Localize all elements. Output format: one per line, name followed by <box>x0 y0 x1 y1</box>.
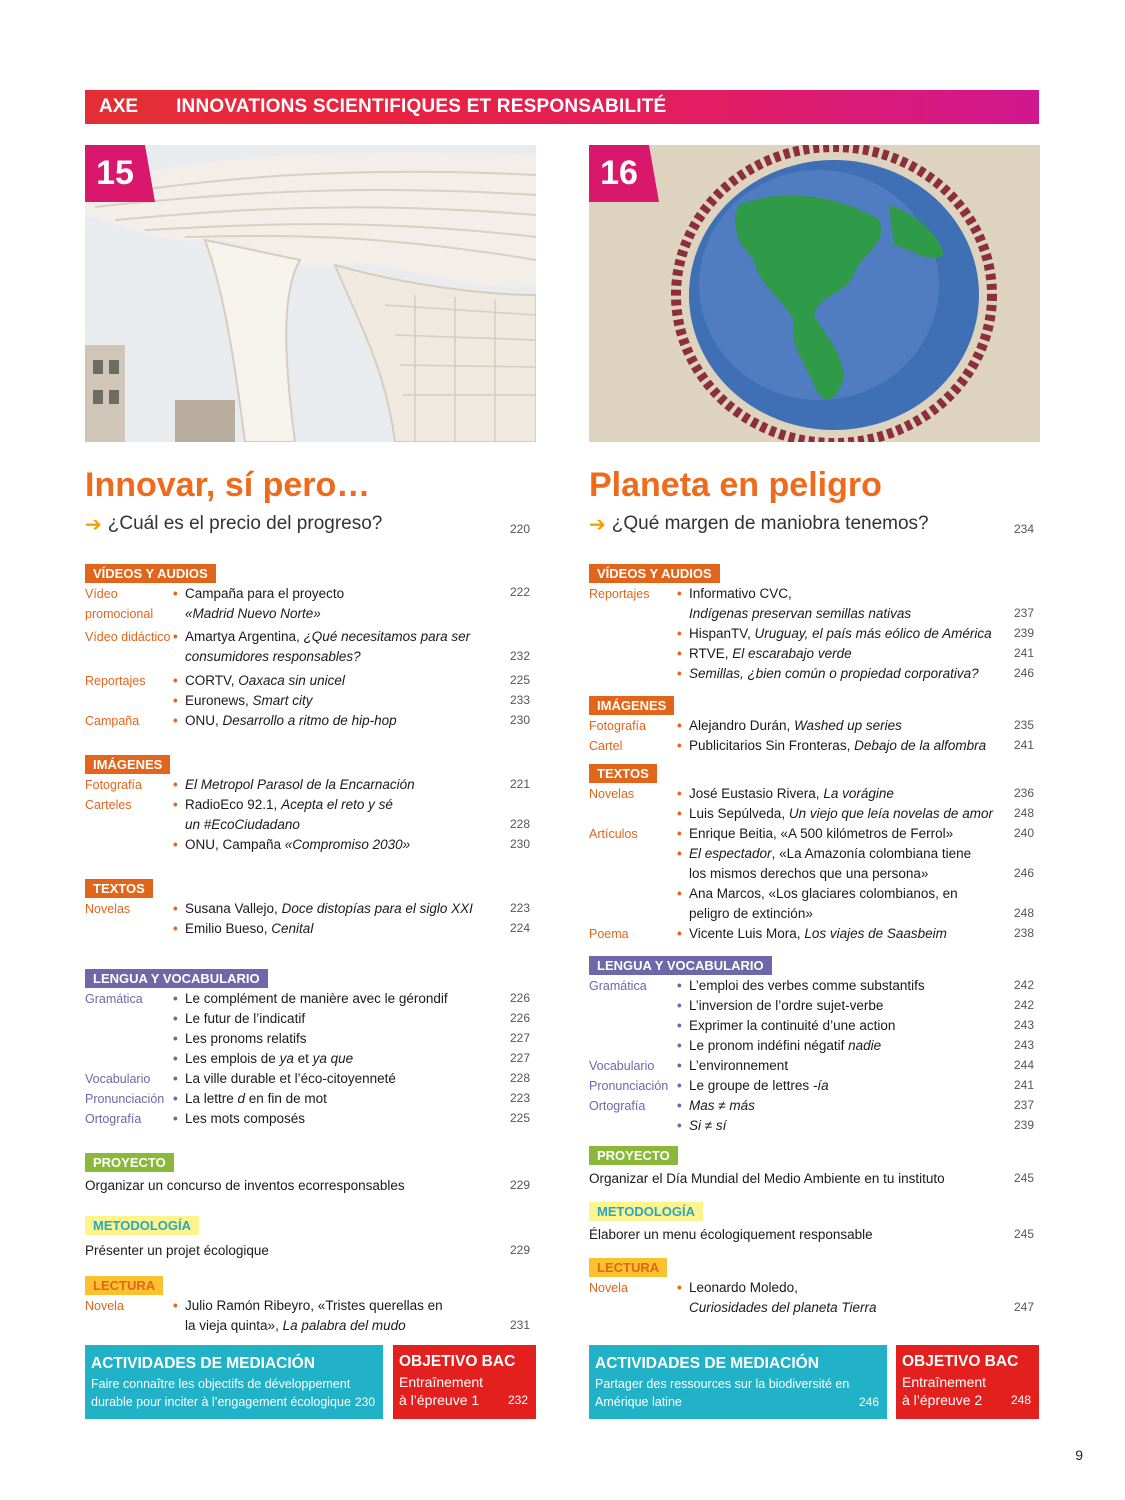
list-item[interactable]: • Le futur de l’indicatif 226 <box>85 1009 536 1029</box>
list-item[interactable]: • L’inversion de l’ordre sujet-verbe 242 <box>589 996 1040 1016</box>
chapter-16-photo <box>589 145 1040 442</box>
section-videos-label: VÍDEOS Y AUDIOS <box>589 564 720 583</box>
page-number: 9 <box>1075 1447 1083 1463</box>
section-lectura-label: LECTURA <box>589 1258 667 1277</box>
arrow-right-icon: ➔ <box>589 513 606 536</box>
section-metodologia-label: METODOLOGÍA <box>85 1216 199 1235</box>
list-item[interactable]: Fotografía • El Metropol Parasol de la Encarnación 221 <box>85 775 536 795</box>
bullet-icon: • <box>677 1078 682 1093</box>
bullet-icon: • <box>173 901 178 916</box>
bullet-icon: • <box>173 1298 178 1313</box>
section-proyecto-label: PROYECTO <box>589 1146 678 1165</box>
bullet-icon: • <box>677 806 682 821</box>
chapter-title: Planeta en peligro <box>589 466 882 504</box>
list-item[interactable]: • Les emplois de ya et ya que 227 <box>85 1049 536 1069</box>
list-item[interactable]: • Le pronom indéfini négatif nadie 243 <box>589 1036 1040 1056</box>
list-item[interactable]: Gramática • Le complément de manière avec le gérondif 226 <box>85 989 536 1009</box>
chapter-15-contents <box>85 460 536 1336</box>
chapter-number: 16 <box>589 145 649 202</box>
bullet-icon: • <box>173 1091 178 1106</box>
chapter-question: ➔ ¿Cuál es el precio del progreso? 220 <box>85 513 530 536</box>
list-item[interactable]: Organizar el Día Mundial del Medio Ambiente en tu instituto 245 <box>589 1171 1034 1186</box>
bullet-icon: • <box>173 693 178 708</box>
list-item[interactable]: Reportajes • Informativo CVC, Indígenas preservan semillas nativas 237 <box>589 584 1040 624</box>
list-item[interactable]: • Exprimer la continuité d’une action 243 <box>589 1016 1040 1036</box>
section-imagenes-label: IMÁGENES <box>589 696 674 715</box>
list-item[interactable]: • ONU, Campaña «Compromiso 2030» 230 <box>85 835 536 855</box>
chapter-question: ➔ ¿Qué margen de maniobra tenemos? 234 <box>589 513 1034 536</box>
list-item[interactable]: Vocabulario • La ville durable et l’éco-citoyenneté 228 <box>85 1069 536 1089</box>
bullet-icon: • <box>173 586 178 601</box>
section-lengua-label: LENGUA Y VOCABULARIO <box>589 956 772 975</box>
list-item[interactable]: Vocabulario • L’environnement 244 <box>589 1056 1040 1076</box>
list-item[interactable]: • El espectador, «La Amazonía colombiana tiene los mismos derechos que una persona» 246 <box>589 844 1040 884</box>
list-item[interactable]: • Emilio Bueso, Cenital 224 <box>85 919 536 939</box>
bullet-icon: • <box>173 991 178 1006</box>
bullet-icon: • <box>173 1051 178 1066</box>
section-metodologia-label: METODOLOGÍA <box>589 1202 703 1221</box>
list-item[interactable]: • RTVE, El escarabajo verde 241 <box>589 644 1040 664</box>
list-item[interactable]: • Euronews, Smart city 233 <box>85 691 536 711</box>
bullet-icon: • <box>173 629 178 644</box>
bullet-icon: • <box>677 586 682 601</box>
chapter-title: Innovar, sí pero… <box>85 466 371 504</box>
list-item[interactable]: Pronunciación • La lettre d en fin de mot 223 <box>85 1089 536 1109</box>
bullet-icon: • <box>677 646 682 661</box>
bullet-icon: • <box>173 797 178 812</box>
list-item[interactable]: • Semillas, ¿bien común o propiedad corporativa? 246 <box>589 664 1040 684</box>
section-videos-label: VÍDEOS Y AUDIOS <box>85 564 216 583</box>
bullet-icon: • <box>677 738 682 753</box>
chapter-number: 15 <box>85 145 145 202</box>
list-item[interactable]: Cartel • Publicitarios Sin Fronteras, Debajo de la alfombra 241 <box>589 736 1040 756</box>
list-item[interactable]: Ortografía • Les mots composés 225 <box>85 1109 536 1129</box>
mediacion-box[interactable]: ACTIVIDADES DE MEDIACIÓN Faire connaître les objectifs de développement durable pour inciter à l’engagement écologique 230 <box>85 1345 383 1419</box>
bullet-icon: • <box>173 777 178 792</box>
mediacion-box[interactable]: ACTIVIDADES DE MEDIACIÓN Partager des ressources sur la biodiversité en Amérique latine 246 <box>589 1345 887 1419</box>
list-item[interactable]: Novela • Leonardo Moledo, Curiosidades del planeta Tierra 247 <box>589 1278 1040 1318</box>
list-item[interactable]: Novelas • Susana Vallejo, Doce distopías para el siglo XXI 223 <box>85 899 536 919</box>
list-item[interactable]: Reportajes • CORTV, Oaxaca sin unicel 225 <box>85 671 536 691</box>
bullet-icon: • <box>173 673 178 688</box>
bullet-icon: • <box>677 998 682 1013</box>
section-lectura-label: LECTURA <box>85 1276 163 1295</box>
chapter-15-photo <box>85 145 536 442</box>
bullet-icon: • <box>173 1031 178 1046</box>
list-item[interactable]: • Si ≠ sí 239 <box>589 1116 1040 1136</box>
objetivo-bac-box[interactable]: OBJETIVO BAC Entraînement à l’épreuve 1 232 <box>393 1345 536 1419</box>
axe-tag: AXE <box>85 90 150 124</box>
bullet-icon: • <box>173 1071 178 1086</box>
bullet-icon: • <box>173 837 178 852</box>
list-item[interactable]: Carteles • RadioEco 92.1, Acepta el reto y sé un #EcoCiudadano 228 <box>85 795 536 835</box>
list-item[interactable]: Élaborer un menu écologiquement responsable 245 <box>589 1227 1034 1242</box>
section-lengua-label: LENGUA Y VOCABULARIO <box>85 969 268 988</box>
list-item[interactable]: Campaña • ONU, Desarrollo a ritmo de hip-hop 230 <box>85 711 536 731</box>
bullet-icon: • <box>677 926 682 941</box>
list-item[interactable]: Novelas • José Eustasio Rivera, La vorágine 236 <box>589 784 1040 804</box>
bullet-icon: • <box>677 1018 682 1033</box>
list-item[interactable]: • HispanTV, Uruguay, el país más eólico de América 239 <box>589 624 1040 644</box>
bullet-icon: • <box>677 978 682 993</box>
list-item[interactable]: Gramática • L’emploi des verbes comme substantifs 242 <box>589 976 1040 996</box>
section-imagenes-label: IMÁGENES <box>85 755 170 774</box>
list-item[interactable]: • Les pronoms relatifs 227 <box>85 1029 536 1049</box>
bullet-icon: • <box>677 1280 682 1295</box>
arrow-right-icon: ➔ <box>85 513 102 536</box>
bullet-icon: • <box>173 1011 178 1026</box>
list-item[interactable]: Vídeo promocional • Campaña para el proyecto «Madrid Nuevo Norte» 222 <box>85 584 536 624</box>
list-item[interactable]: Organizar un concurso de inventos ecorresponsables 229 <box>85 1178 530 1193</box>
section-textos-label: TEXTOS <box>589 764 657 783</box>
list-item[interactable]: Artículos • Enrique Beitia, «A 500 kilómetros de Ferrol» 240 <box>589 824 1040 844</box>
list-item[interactable]: • Ana Marcos, «Los glaciares colombianos, en peligro de extinción» 248 <box>589 884 1040 924</box>
bullet-icon: • <box>677 1098 682 1113</box>
list-item[interactable]: Pronunciación • Le groupe de lettres -ía 241 <box>589 1076 1040 1096</box>
bullet-icon: • <box>677 626 682 641</box>
chapter-16-contents <box>589 460 1040 1318</box>
list-item[interactable]: Poema • Vicente Luis Mora, Los viajes de Saasbeim 238 <box>589 924 1040 944</box>
list-item[interactable]: Ortografía • Mas ≠ más 237 <box>589 1096 1040 1116</box>
bullet-icon: • <box>677 1038 682 1053</box>
bullet-icon: • <box>677 846 682 861</box>
list-item[interactable]: Fotografía • Alejandro Durán, Washed up series 235 <box>589 716 1040 736</box>
section-proyecto-label: PROYECTO <box>85 1153 174 1172</box>
list-item[interactable]: Novela • Julio Ramón Ribeyro, «Tristes querellas en la vieja quinta», La palabra del mudo 231 <box>85 1296 536 1336</box>
objetivo-bac-box[interactable]: OBJETIVO BAC Entraînement à l’épreuve 2 248 <box>896 1345 1039 1419</box>
bullet-icon: • <box>677 718 682 733</box>
bullet-icon: • <box>677 826 682 841</box>
list-item[interactable]: • Luis Sepúlveda, Un viejo que leía novelas de amor 248 <box>589 804 1040 824</box>
bullet-icon: • <box>677 1058 682 1073</box>
section-textos-label: TEXTOS <box>85 879 153 898</box>
axe-banner <box>85 90 1039 124</box>
bullet-icon: • <box>677 1118 682 1133</box>
axe-title: INNOVATIONS SCIENTIFIQUES ET RESPONSABILITÉ <box>176 96 667 117</box>
bullet-icon: • <box>173 1111 178 1126</box>
bullet-icon: • <box>173 713 178 728</box>
bullet-icon: • <box>677 666 682 681</box>
list-item[interactable]: Vídeo didáctico • Amartya Argentina, ¿Qué necesitamos para ser consumidores responsables? 232 <box>85 627 536 667</box>
list-item[interactable]: Présenter un projet écologique 229 <box>85 1243 530 1258</box>
bullet-icon: • <box>677 886 682 901</box>
bullet-icon: • <box>677 786 682 801</box>
bullet-icon: • <box>173 921 178 936</box>
